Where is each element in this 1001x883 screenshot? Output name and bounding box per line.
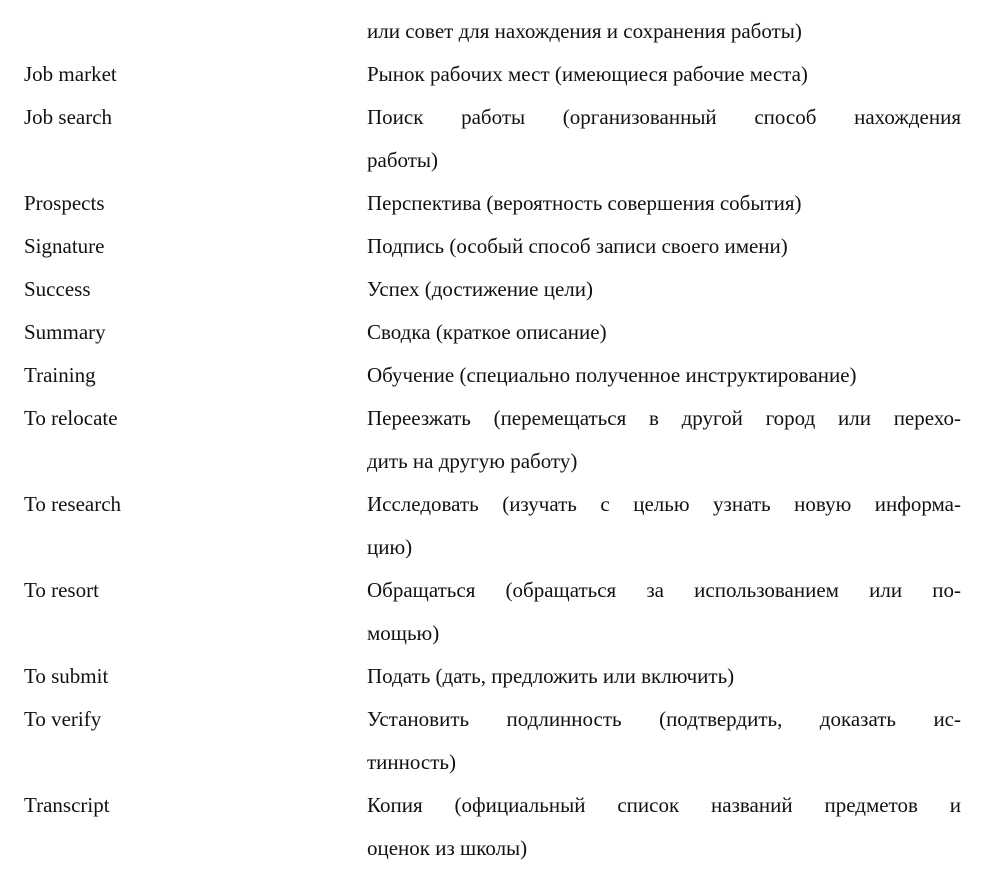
term: Success bbox=[24, 277, 91, 301]
term: To research bbox=[24, 492, 122, 516]
term: To relocate bbox=[24, 406, 118, 430]
definition-line: работы) bbox=[367, 148, 439, 172]
definition bbox=[367, 655, 961, 698]
definition bbox=[367, 698, 961, 784]
term: To verify bbox=[24, 707, 102, 731]
definition-line: Установить подлинность (подтвердить, доказать ис- bbox=[367, 707, 961, 731]
definition-line: Исследовать (изучать с целью узнать новую информа- bbox=[367, 492, 961, 516]
continuation-text: или совет для нахождения и сохранения работы) bbox=[367, 19, 802, 43]
definition-line: Обращаться (обращаться за использованием или по- bbox=[367, 578, 961, 602]
definition-line: Обучение (специально полученное инструктирование) bbox=[367, 363, 857, 387]
definition bbox=[367, 225, 961, 268]
definition-line: Поиск работы (организованный способ нахождения bbox=[367, 105, 961, 129]
definition-line: Подпись (особый способ записи своего имени) bbox=[367, 234, 788, 258]
term: Training bbox=[24, 363, 96, 387]
definition bbox=[367, 397, 961, 483]
definition bbox=[367, 784, 961, 870]
definition-line: Подать (дать, предложить или включить) bbox=[367, 664, 735, 688]
definition-line: цию) bbox=[367, 535, 413, 559]
definition bbox=[367, 311, 961, 354]
definition bbox=[367, 483, 961, 569]
definition-line: Сводка (краткое описание) bbox=[367, 320, 607, 344]
definition bbox=[367, 53, 961, 96]
definition-line: Успех (достижение цели) bbox=[367, 277, 594, 301]
definition bbox=[367, 569, 961, 655]
definition bbox=[367, 96, 961, 182]
definition-line: тинность) bbox=[367, 750, 456, 774]
definition-line: дить на другую работу) bbox=[367, 449, 578, 473]
definition-line: Перспектива (вероятность совершения события) bbox=[367, 191, 802, 215]
definition-line: оценок из школы) bbox=[367, 836, 528, 860]
term: Prospects bbox=[24, 191, 105, 215]
definition bbox=[367, 354, 961, 397]
definition-line: мощью) bbox=[367, 621, 440, 645]
definition-line: Копия (официальный список названий предметов и bbox=[367, 793, 961, 817]
term: Summary bbox=[24, 320, 106, 344]
term: Signature bbox=[24, 234, 105, 258]
definition bbox=[367, 268, 961, 311]
term: To resort bbox=[24, 578, 99, 602]
term: Job search bbox=[24, 105, 113, 129]
term: To submit bbox=[24, 664, 109, 688]
definition-line: Переезжать (перемещаться в другой город или перехо- bbox=[367, 406, 961, 430]
definition-line: Рынок рабочих мест (имеющиеся рабочие места) bbox=[367, 62, 808, 86]
definition bbox=[367, 182, 961, 225]
term: Job market bbox=[24, 62, 117, 86]
term: Transcript bbox=[24, 793, 110, 817]
